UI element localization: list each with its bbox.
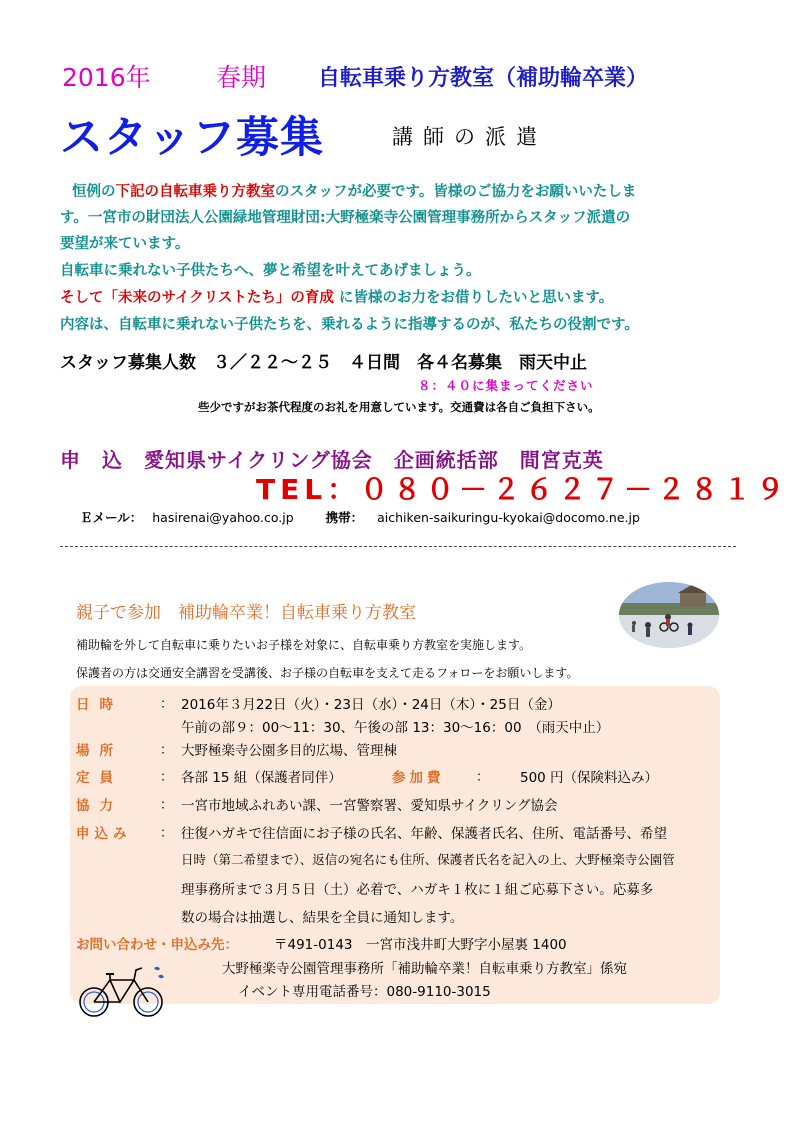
apply-value-3: 理事務所まで３月５日（土）必着で、ハガキ１枚に１組ご応募下さい。応募多	[181, 882, 654, 898]
staff-recruit-heading: スタッフ募集	[60, 113, 324, 163]
thanks-note: 些少ですがお茶代程度のお礼を用意しています。交通費は各自ご負担下さい。	[198, 400, 600, 414]
fee-value: 500 円（保険料込み）	[520, 770, 659, 786]
cooperation-value: 一宮市地域ふれあい課、一宮警察署、愛知県サイクリング協会	[181, 798, 558, 814]
datetime-label: 日時	[76, 697, 123, 713]
event-desc-2: 保護者の方は交通安全講習を受講後、お子様の自転車を支えて走るフォローをお願いします。	[76, 666, 579, 680]
inquiry-office: 大野極楽寺公園管理事務所「補助輪卒業！自転車乗り方教室」係宛	[222, 961, 627, 977]
apply-label: 申込み	[76, 826, 132, 842]
email-row	[80, 508, 640, 526]
application-contact: 申 込 愛知県サイクリング協会 企画統括部 間宮克英	[60, 448, 604, 472]
colon: ：	[160, 697, 174, 712]
fee-label: 参加費	[392, 770, 445, 786]
mobile-email[interactable]: aichiken-saikuringu-kyokai@docomo.ne.jp	[377, 510, 640, 525]
telephone-number: TEL：０８０－２６２７－２８１９	[256, 473, 790, 506]
intro-line-4: 自転車に乗れない子供たちへ、夢と希望を叶えてあげましょう。	[60, 263, 481, 279]
header-term: 春期	[216, 63, 267, 92]
colon: ：	[160, 798, 174, 813]
place-value: 大野極楽寺公園多目的広場、管理棟	[181, 743, 397, 759]
meeting-time: ８：４０に集まってください	[418, 378, 594, 393]
cut-line	[60, 546, 736, 547]
header-title: 自転車乗り方教室（補助輪卒業）	[318, 66, 649, 91]
inquiry-address: 〒491-0143 一宮市浅井町大野字小屋裏 1400	[274, 937, 567, 953]
colon: ：	[160, 743, 174, 758]
datetime-value-2: 午前の部９：00～11：30、午後の部 13：30～16：00 （雨天中止）	[181, 720, 610, 736]
bicycle-icon	[76, 962, 166, 1020]
apply-value-1: 往復ハガキで往信面にお子様の氏名、年齢、保護者氏名、住所、電話番号、希望	[181, 826, 667, 842]
mobile-label: 携帯：	[325, 510, 364, 525]
event-title: 親子で参加 補助輪卒業！自転車乗り方教室	[76, 603, 416, 623]
capacity-label: 定員	[76, 770, 123, 786]
header-year: 2016年	[62, 63, 151, 92]
apply-value-4: 数の場合は抽選し、結果を全員に通知します。	[181, 910, 464, 926]
intro-line-5: そして「未来のサイクリストたち」の育成 に皆様のお力をお借りしたいと思います。	[60, 290, 614, 306]
cooperation-label: 協力	[76, 798, 123, 814]
bicycle-class-photo	[618, 581, 720, 649]
recruit-count: スタッフ募集人数 ３／２２～２５ ４日間 各４名募集 雨天中止	[60, 353, 587, 373]
intro-line-1: 恒例の下記の自転車乗り方教室のスタッフが必要です。皆様のご協力をお願いいたしま	[72, 184, 637, 200]
place-label: 場所	[76, 743, 123, 759]
capacity-value: 各部 15 組（保護者同伴）	[181, 770, 342, 786]
inquiry-phone: イベント専用電話番号：080-9110-3015	[238, 984, 491, 1000]
intro-line-2: す。一宮市の財団法人公園緑地管理財団:大野極楽寺公園管理事務所からスタッフ派遣の	[60, 210, 631, 226]
intro-line-3: 要望が来ています。	[60, 236, 190, 252]
event-desc-1: 補助輪を外して自転車に乗りたいお子様を対象に、自転車乗り方教室を実施します。	[76, 638, 532, 652]
datetime-value-1: 2016年３月22日（火）・23日（水）・24日（木）・25日（金）	[181, 697, 561, 713]
colon: ：	[476, 770, 490, 785]
dispatch-subheading: 講師の派遣	[392, 125, 547, 149]
colon: ：	[160, 770, 174, 785]
email-label: Ｅメール：	[80, 510, 143, 525]
apply-value-2: 日時（第二希望まで）、返信の宛名にも住所、保護者氏名を記入の上、大野極楽寺公園管	[181, 852, 675, 867]
intro-line-6: 内容は、自転車に乗れない子供たちを、乗れるように指導するのが、私たちの役割です。	[60, 317, 639, 333]
colon: ：	[160, 826, 174, 841]
email-address[interactable]: hasirenai@yahoo.co.jp	[152, 510, 294, 525]
inquiry-label: お問い合わせ・申込み先：	[76, 937, 238, 953]
